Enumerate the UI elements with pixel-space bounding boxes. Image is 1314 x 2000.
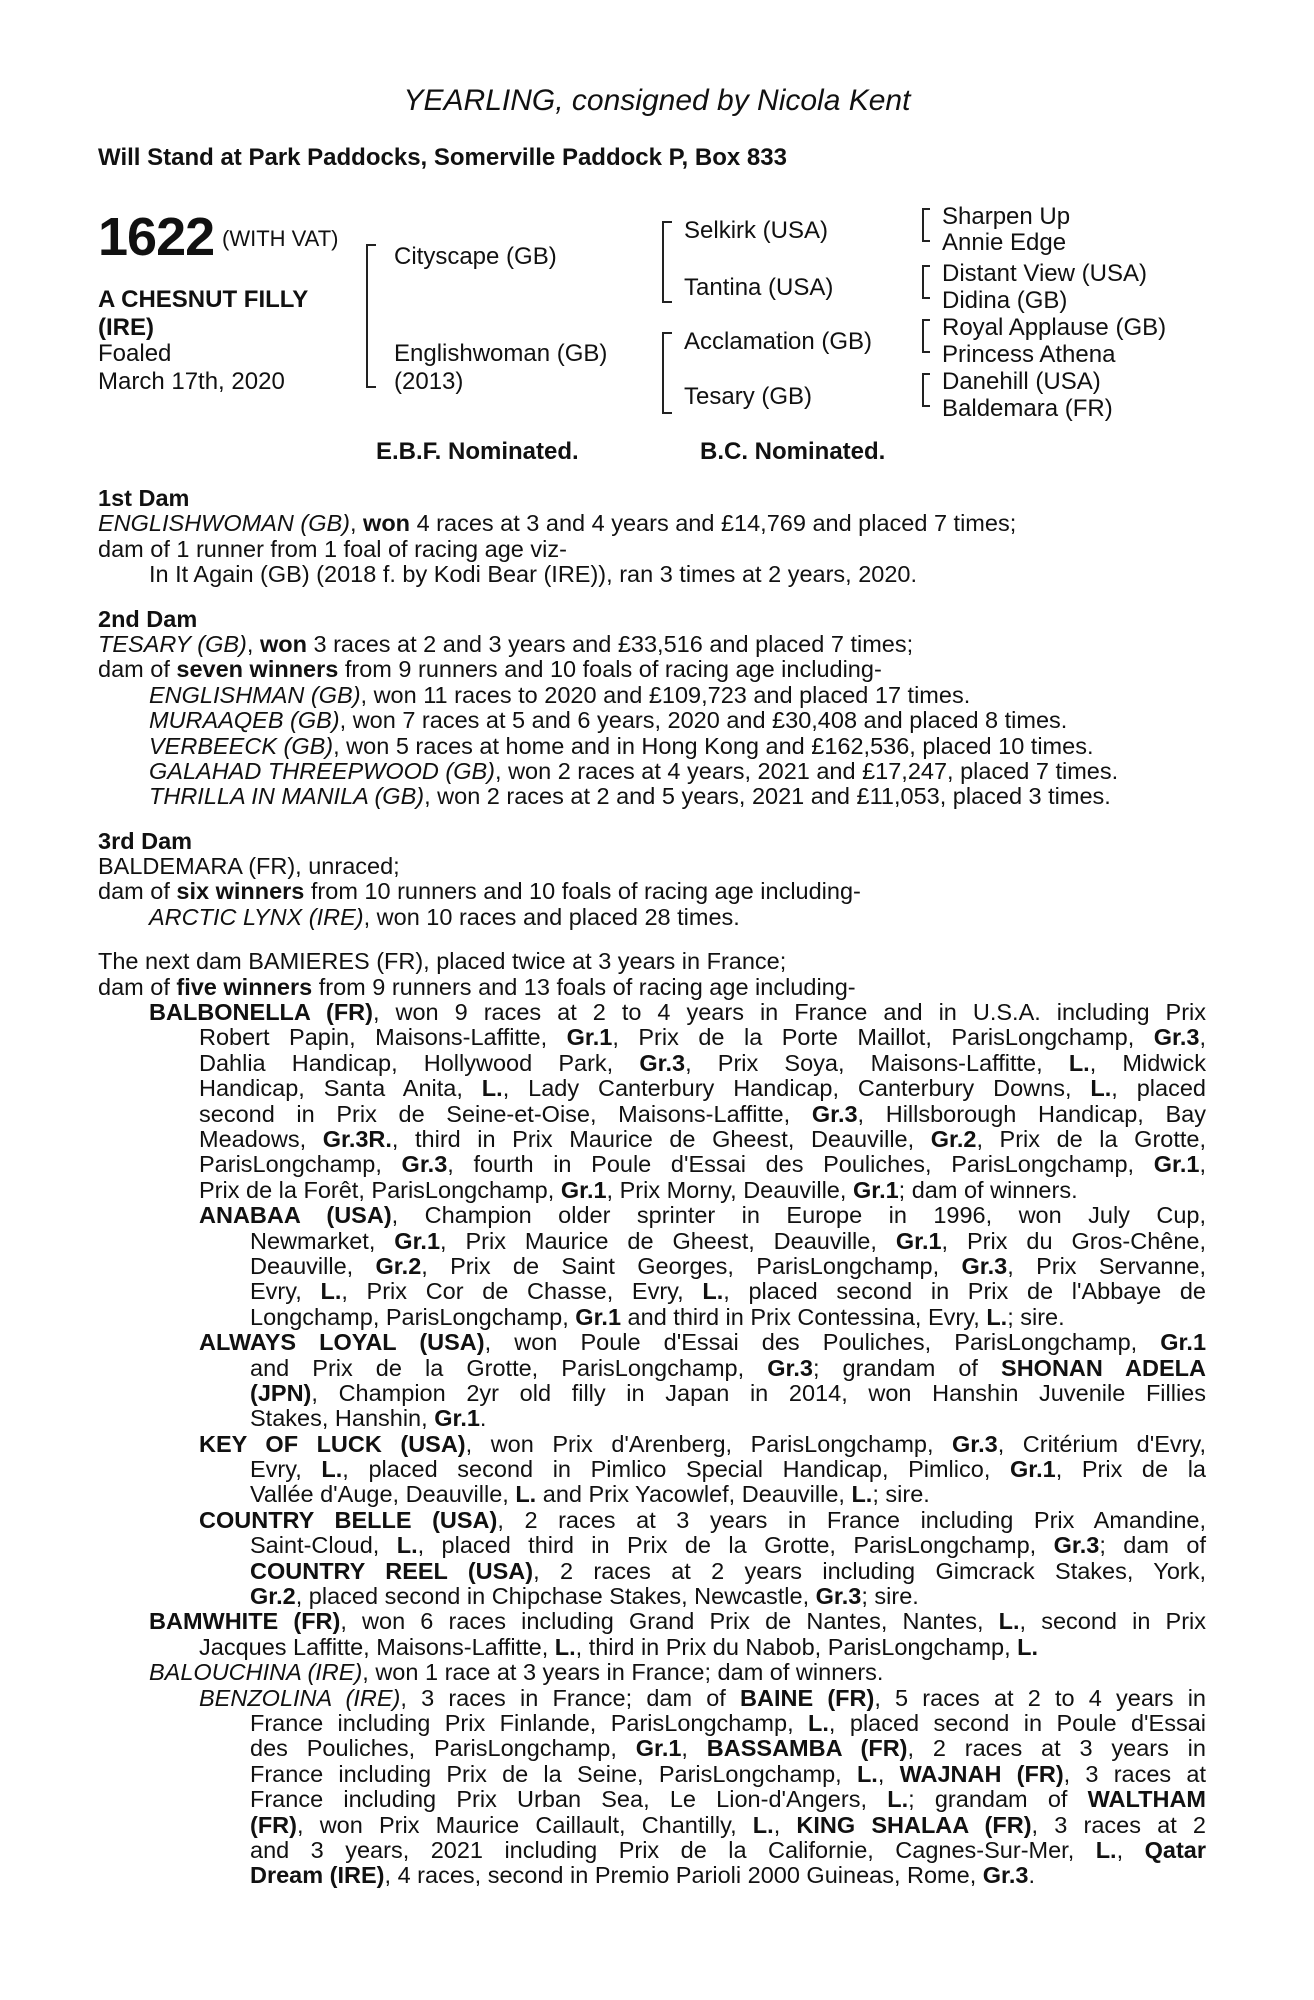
first-dam-record: ENGLISHWOMAN (GB), won 4 races at 3 and 4 years and £14,769 and placed 7 times;: [98, 510, 1017, 537]
balouchina-entry: BALOUCHINA (IRE), won 1 race at 3 years in France; dam of winners.: [149, 1659, 884, 1686]
key-of-luck-entry: KEY OF LUCK (USA), won Prix d'Arenberg, ParisLongchamp, Gr.3, Critérium d'Evry, Evry, L., placed second in Pimlico Special Handicap, Pimlico, Gr.1, Prix de la Vallée d'Auge, Deauville, L. and Prix Yacowlef, Deauville, L.; sire.: [199, 1430, 1206, 1508]
pedigree-g5: Royal Applause (GB): [942, 314, 1167, 341]
pedigree-brace-g3: [922, 319, 930, 353]
next-dam-record: The next dam BAMIERES (FR), placed twice at 3 years in France;: [98, 948, 787, 975]
first-dam-produce: dam of 1 runner from 1 foal of racing age viz-: [98, 535, 567, 562]
lot-description-line1: A CHESNUT FILLY: [98, 286, 309, 313]
pedigree-g7: Danehill (USA): [942, 368, 1101, 395]
pedigree-brace-main: [366, 244, 376, 388]
pedigree-dam: Englishwoman (GB): [394, 340, 608, 367]
third-dam-record: BALDEMARA (FR), unraced;: [98, 853, 400, 880]
page-title: YEARLING, consigned by Nicola Kent: [403, 84, 911, 117]
pedigree-brace-dam: [662, 332, 672, 414]
pedigree-g1: Sharpen Up: [942, 203, 1071, 230]
always-loyal-entry: ALWAYS LOYAL (USA), won Poule d'Essai des Pouliches, ParisLongchamp, Gr.1 and Prix de la Grotte, ParisLongchamp, Gr.3; grandam of SHONAN ADELA (JPN), Champion 2yr old filly in Japan in 2014, won Hanshin Juvenile Fillies Stakes, Hanshin, Gr.1.: [199, 1329, 1207, 1432]
pedigree-g8: Baldemara (FR): [942, 395, 1113, 422]
pedigree-brace-g1: [922, 208, 930, 242]
pedigree-g2: Annie Edge: [942, 229, 1067, 256]
first-dam-offspring: In It Again (GB) (2018 f. by Kodi Bear (IRE)), ran 3 times at 2 years, 2020.: [149, 561, 918, 588]
third-dam-produce: dam of six winners from 10 runners and 10 foals of racing age including-: [98, 878, 861, 905]
pedigree-dam-dam: Tesary (GB): [684, 383, 813, 410]
pedigree-dam-sire: Acclamation (GB): [684, 328, 873, 355]
pedigree-dam-year: (2013): [394, 368, 464, 395]
pedigree-brace-sire: [662, 221, 672, 303]
second-dam-record: TESARY (GB), won 3 races at 2 and 3 years and £33,516 and placed 7 times;: [98, 630, 914, 657]
foaled-label: Foaled: [98, 340, 172, 367]
lot-description: [98, 286, 308, 342]
foaled-date: March 17th, 2020: [98, 368, 285, 395]
ebf-nomination: E.B.F. Nominated.: [376, 438, 579, 465]
third-dam-heading: 3rd Dam: [98, 827, 193, 854]
lot-number: 1622: [98, 207, 215, 267]
pedigree-sire: Cityscape (GB): [394, 243, 557, 270]
second-dam-produce: dam of seven winners from 9 runners and 10 foals of racing age including-: [98, 656, 882, 683]
country-belle-entry: COUNTRY BELLE (USA), 2 races at 3 years in France including Prix Amandine, Saint-Cloud, L., placed third in Prix de la Grotte, ParisLongchamp, Gr.3; dam of COUNTRY REEL (USA), 2 races at 2 years including Gimcrack Stakes, York, Gr.2, placed second in Chipchase Stakes, Newcastle, Gr.3; sire.: [199, 1506, 1206, 1610]
stand-location: Will Stand at Park Paddocks, Somerville Paddock P, Box 833: [98, 144, 787, 171]
pedigree-g6: Princess Athena: [942, 341, 1116, 368]
third-dam-offspring-1: ARCTIC LYNX (IRE), won 10 races and placed 28 times.: [149, 903, 740, 930]
vat-label: (WITH VAT): [222, 226, 339, 251]
bc-nomination: B.C. Nominated.: [700, 438, 886, 465]
first-dam-heading: 1st Dam: [98, 485, 190, 511]
pedigree-brace-g4: [922, 373, 930, 407]
second-dam-offspring-1: ENGLISHMAN (GB), won 11 races to 2020 and £109,723 and placed 17 times.: [149, 681, 971, 708]
second-dam-offspring-2: MURAAQEB (GB), won 7 races at 5 and 6 years, 2020 and £30,408 and placed 8 times.: [149, 707, 1068, 734]
pedigree-sire-dam: Tantina (USA): [684, 274, 834, 301]
first-dam-record-text: 4 races at 3 and 4 years and £14,769 and placed 7 times;: [410, 510, 1017, 537]
second-dam-won: won: [259, 630, 307, 657]
second-dam-offspring-3: VERBEECK (GB), won 5 races at home and in Hong Kong and £162,536, placed 10 times.: [149, 732, 1094, 759]
first-dam-won: won: [363, 510, 411, 537]
second-dam-name: TESARY (GB): [98, 630, 247, 657]
catalogue-body: [98, 486, 1206, 1889]
next-dam-produce: dam of five winners from 9 runners and 13 foals of racing age including-: [98, 973, 856, 1000]
foaled-info: [98, 340, 285, 396]
pedigree-brace-g2: [922, 265, 930, 299]
pedigree-g3: Distant View (USA): [942, 260, 1147, 287]
anabaa-entry: ANABAA (USA), Champion older sprinter in Europe in 1996, won July Cup, Newmarket, Gr.1, Prix Maurice de Gheest, Deauville, Gr.1, Prix du Gros-Chêne, Deauville, Gr.2, Prix de Saint Georges, ParisLongchamp, Gr.3, Prix Servanne, Evry, L., Prix Cor de Chasse, Evry, L., placed second in Prix de l'Abbaye de Longchamp, ParisLongchamp, Gr.1 and third in Prix Contessina, Evry, L.; sire.: [199, 1202, 1207, 1330]
bamwhite-entry: BAMWHITE (FR), won 6 races including Grand Prix de Nantes, Nantes, L., second in Prix Jacques Laffitte, Maisons-Laffitte, L., third in Prix du Nabob, ParisLongchamp, L.: [149, 1608, 1207, 1660]
second-dam-offspring-5: THRILLA IN MANILA (GB), won 2 races at 2 and 5 years, 2021 and £11,053, placed 3 times.: [149, 783, 1111, 810]
benzolina-entry: BENZOLINA (IRE), 3 races in France; dam of BAINE (FR), 5 races at 2 to 4 years in France including Prix Finlande, ParisLongchamp, L., placed second in Poule d'Essai des Pouliches, ParisLongchamp, Gr.1, BASSAMBA (FR), 2 races at 3 years in France including Prix de la Seine, ParisLongchamp, L., WAJNAH (FR), 3 races at France including Prix Urban Sea, Le Lion-d'Angers, L.; grandam of WALTHAM (FR), won Prix Maurice Caillault, Chantilly, L., KING SHALAA (FR), 3 races at 2 and 3 years, 2021 including Prix de la Californie, Cagnes-Sur-Mer, L., Qatar Dream (IRE), 4 races, second in Premio Parioli 2000 Guineas, Rome, Gr.3.: [199, 1684, 1207, 1889]
second-dam-offspring-4: GALAHAD THREEPWOOD (GB), won 2 races at 4 years, 2021 and £17,247, placed 7 times.: [149, 757, 1119, 784]
pedigree-sire-sire: Selkirk (USA): [684, 217, 829, 244]
balbonella-entry: BALBONELLA (FR), won 9 races at 2 to 4 years in France and in U.S.A. including Prix Robert Papin, Maisons-Laffitte, Gr.1, Prix de la Porte Maillot, ParisLongchamp, Gr.3, Dahlia Handicap, Hollywood Park, Gr.3, Prix Soya, Maisons-Laffitte, L., Midwick Handicap, Santa Anita, L., Lady Canterbury Handicap, Canterbury Downs, L., placed second in Prix de Seine-et-Oise, Maisons-Laffitte, Gr.3, Hillsborough Handicap, Bay Meadows, Gr.3R., third in Prix Maurice de Gheest, Deauville, Gr.2, Prix de la Grotte, ParisLongchamp, Gr.3, fourth in Poule d'Essai des Pouliches, ParisLongchamp, Gr.1, Prix de la Forêt, ParisLongchamp, Gr.1, Prix Morny, Deauville, Gr.1; dam of winners.: [149, 999, 1206, 1203]
pedigree-g4: Didina (GB): [942, 287, 1068, 314]
first-dam-name: ENGLISHWOMAN (GB): [98, 510, 350, 537]
lot-description-line2: (IRE): [98, 314, 154, 341]
second-dam-heading: 2nd Dam: [98, 605, 198, 632]
